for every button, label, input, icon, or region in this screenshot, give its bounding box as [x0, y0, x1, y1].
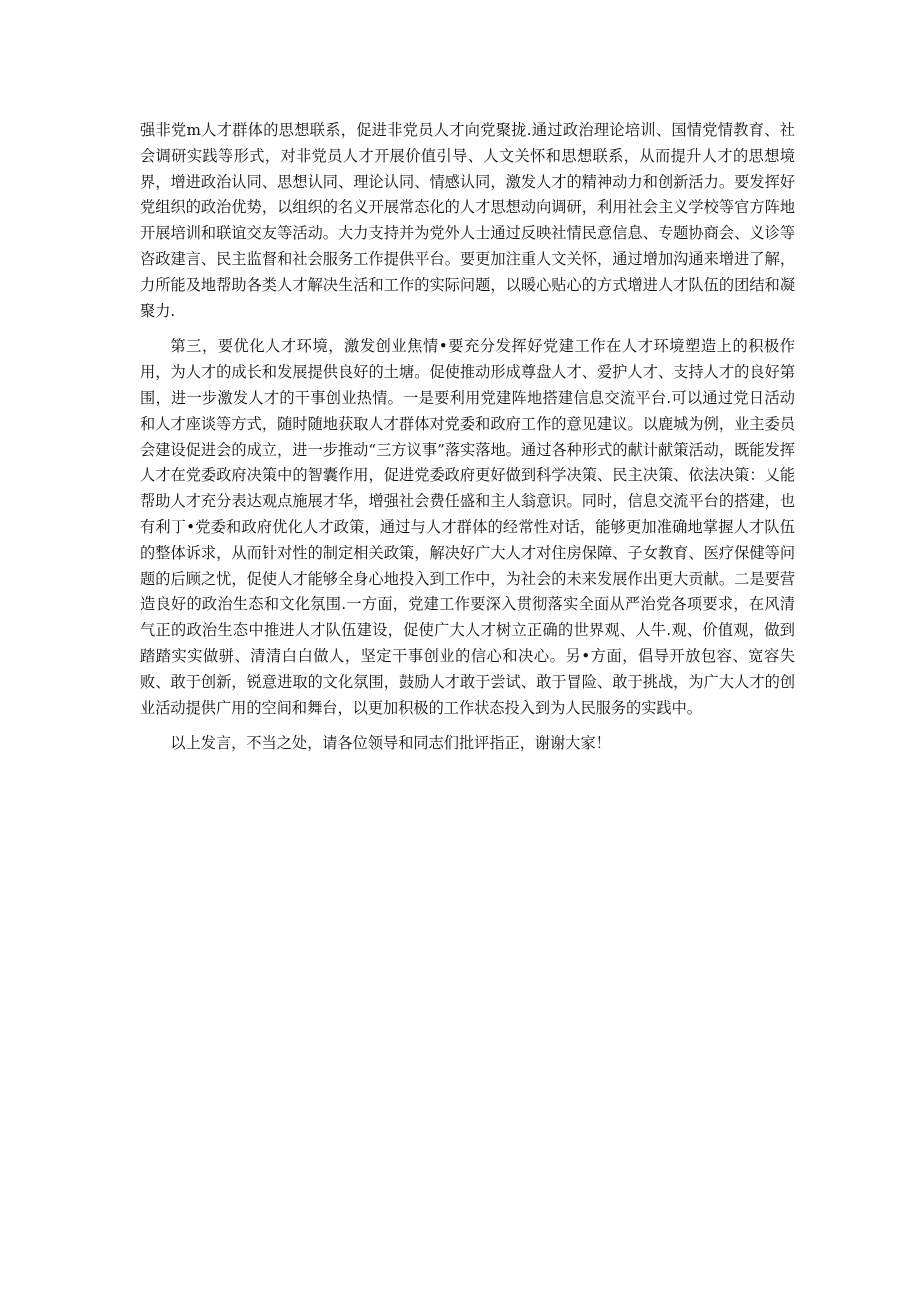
paragraph-closing: 以上发言，不当之处，请各位领导和同志们批评指正，谢谢大家！ [170, 734, 611, 753]
paragraph-2: 第三，要优化人才环境，激发创业焦情•要充分发挥好党建工作在人才环境塑造上的积极作用，为人才的成长和发展提供良好的土塘。促使推动形成尊盘人才、爱护人才、支持人才的良好第围，进一步激发人才的干事创业热情。一是要利用党建阵地搭建信息交流平台.可以通过党日活动和人才座谈等方式，随时随地获取人才群体对党委和政府工作的意见建议。以鹿城为例，业主委员会建设促进会的成立，进一步推动“三方议事”落实落地。通过各种形式的献计献策活动，既能发挥人才在党委政府决策中的智囊作用，促进党委政府更好做到科学决策、民主决策、依法决策：乂能帮助人才充分表达观点施展才华，增强社会费任盛和主人翁意识。同时，信息交流平台的搭建，也有利丁•党委和政府优化人才政策，通过与人才群体的经常性对话，能够更加准确地掌握人才队伍的整体诉求，从而针对性的制定相关政策，解决好广大人才对住房保障、子女教育、医疗保健等问题的后顾之忧，促使人才能够全身心地投入到工作中，为社会的未来发展作出更大贡献。二是要营造良好的政治生态和文化氛围.一方面，党建工作要深入贯彻落实全面从严治党各项要求，在风清气正的政治生态中推进人才队伍建设，促使广大人才树立正确的世界观、人牛.观、价值观，做到踏踏实实做骈、清清白白做人，坚定干事创业的信心和决心。另•方面，倡导开放包容、宽容失败、敢于创新，锐意进取的文化氛围，鼓励人才敢于尝试、敢于冒险、敢于挑战，为广大人才的创业活动提供广用的空间和舞台，以更加积极的工作状态投入到为人民服务的实践中。 [140, 337, 795, 717]
document-body [140, 118, 795, 757]
paragraph-1: 强非党m人才群体的思想联系，促进非党员人才向党聚拢.通过政治理论培训、国情党情教育、社会调研实践等形式，对非党员人才开展价值引导、人文关怀和思想联系，从而提升人才的思想境界，增进政治认同、思想认同、理论认同、情感认同，激发人才的精神动力和创新活力。要发挥好党组织的政治优势，以组织的名义开展常态化的人才思想动向调研，利用社会主义学校等官方阵地开展培训和联谊交友等活动。大力支持并为党外人士通过反映社情民意信息、专题协商会、义诊等咨政建言、民主监督和社会服务工作提供平台。要更加注重人文关怀，通过增加沟通来增进了解，力所能及地帮助各类人才解决生活和工作的实际问题，以暖心贴心的方式增进人才队伍的团结和凝聚力. [140, 121, 795, 320]
